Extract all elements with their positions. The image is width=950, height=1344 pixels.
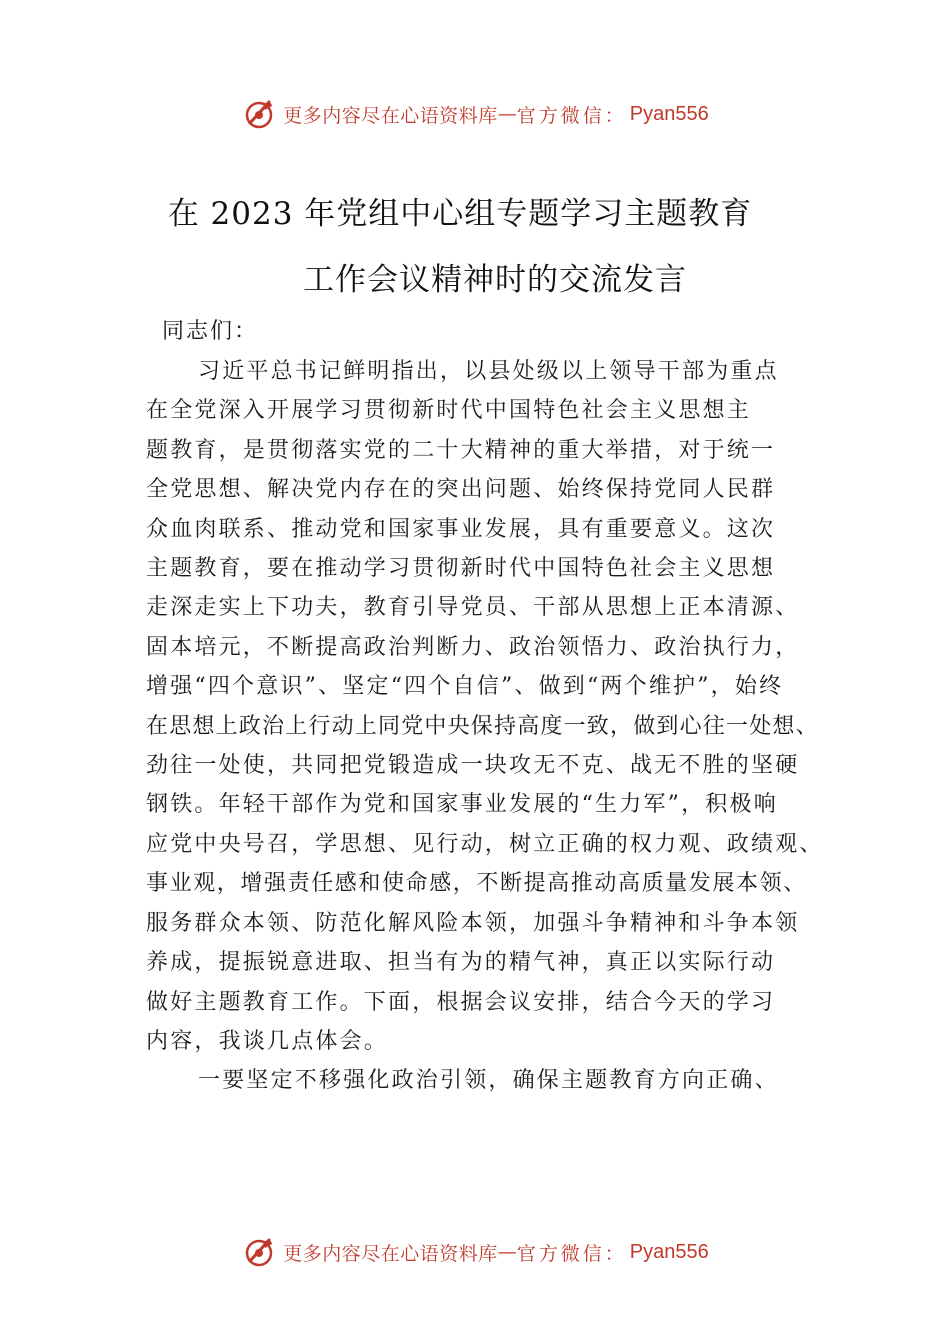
banner-dash: — bbox=[497, 1241, 517, 1263]
quill-seal-icon bbox=[241, 96, 277, 132]
document-body bbox=[146, 352, 826, 1101]
body-line: 内容，我谈几点体会。 bbox=[146, 1028, 389, 1054]
banner-wechat-id: Pyan556 bbox=[629, 102, 709, 125]
body-line: 主题教育，要在推动学习贯彻新时代中国特色社会主义思想 bbox=[146, 556, 776, 582]
body-line: 一要坚定不移强化政治引领，确保主题教育方向正确、 bbox=[198, 1068, 779, 1094]
quill-seal-icon bbox=[241, 1234, 277, 1270]
body-line: 钢铁。年轻干部作为党和国家事业发展的“生力军”，积极响 bbox=[146, 792, 778, 818]
body-line: 众血肉联系、推动党和国家事业发展，具有重要意义。这次 bbox=[146, 516, 776, 542]
body-line: 劲往一处使，共同把党锻造成一块攻无不克、战无不胜的坚硬 bbox=[146, 753, 800, 779]
banner-official-label: 官方微信 bbox=[516, 104, 605, 127]
banner-colon: ： bbox=[604, 104, 624, 127]
body-line: 全党思想、解决党内存在的突出问题、始终保持党同人民群 bbox=[146, 477, 776, 503]
greeting: 同志们： bbox=[162, 319, 259, 344]
banner-brand-text: 更多内容尽在心语资料库 bbox=[283, 1242, 498, 1265]
banner-dash: — bbox=[497, 103, 517, 125]
document-title-line-1: 在 2023 年党组中心组专题学习主题教育 bbox=[167, 196, 753, 232]
body-line: 走深走实上下功夫，教育引导党员、干部从思想上正本清源、 bbox=[146, 595, 800, 621]
body-line: 服务群众本领、防范化解风险本领，加强斗争精神和斗争本领 bbox=[146, 910, 800, 936]
body-line: 在思想上政治上行动上同党中央保持高度一致，做到心往一处想、 bbox=[146, 713, 819, 739]
banner-brand-text: 更多内容尽在心语资料库 bbox=[283, 104, 498, 127]
banner-wechat-id: Pyan556 bbox=[629, 1240, 709, 1263]
body-line: 做好主题教育工作。下面，根据会议安排，结合今天的学习 bbox=[146, 989, 776, 1015]
banner-colon: ： bbox=[604, 1242, 624, 1265]
body-line: 增强“四个意识”、坚定“四个自信”、做到“两个维护”，始终 bbox=[146, 674, 784, 700]
body-line: 习近平总书记鲜明指出，以县处级以上领导干部为重点 bbox=[198, 359, 779, 384]
body-line: 事业观，增强责任感和使命感，不断提高推动高质量发展本领、 bbox=[146, 871, 807, 897]
document-title-line-2: 工作会议精神时的交流发言 bbox=[303, 262, 687, 298]
body-line: 在全党深入开展学习贯彻新时代中国特色社会主义思想主 bbox=[146, 398, 752, 424]
banner-official-label: 官方微信 bbox=[516, 1242, 605, 1265]
body-line: 固本培元，不断提高政治判断力、政治领悟力、政治执行力， bbox=[146, 634, 800, 660]
body-line: 题教育，是贯彻落实党的二十大精神的重大举措，对于统一 bbox=[146, 437, 776, 463]
footer-banner bbox=[0, 1232, 950, 1272]
body-line: 养成，提振锐意进取、担当有为的精气神，真正以实际行动 bbox=[146, 950, 776, 976]
header-banner bbox=[0, 94, 950, 134]
body-line: 应党中央号召，学思想、见行动，树立正确的权力观、政绩观、 bbox=[146, 831, 824, 857]
